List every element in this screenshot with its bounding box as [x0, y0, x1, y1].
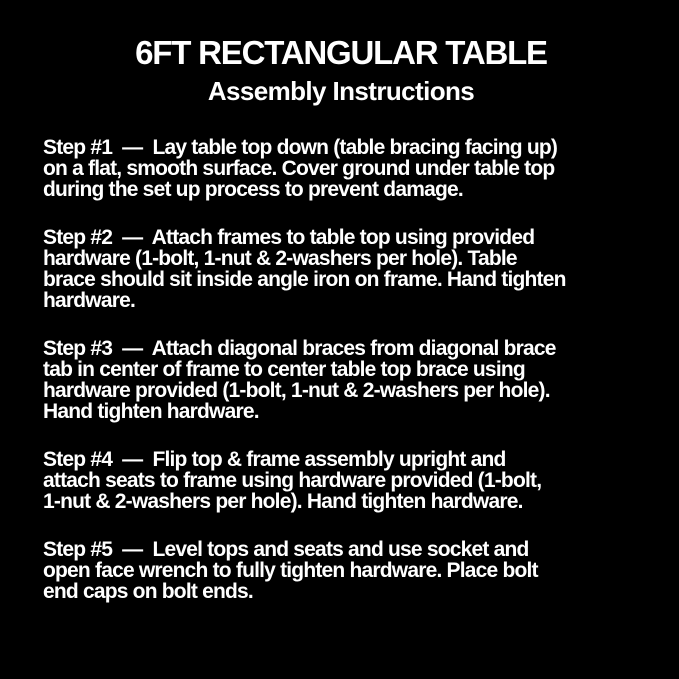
steps-list — [43, 137, 639, 602]
step-3-line-4: Hand tighten hardware. — [43, 400, 259, 423]
step-1 — [43, 137, 639, 200]
step-5-line-2: open face wrench to fully tighten hardware. Place bolt — [43, 559, 538, 582]
step-2-line-4: hardware. — [43, 289, 136, 312]
step-1-line-2: on a flat, smooth surface. Cover ground under table top — [43, 157, 555, 180]
step-4-line-3: 1-nut & 2-washers per hole). Hand tighten hardware. — [43, 490, 523, 513]
step-2-line-3: brace should sit inside angle iron on frame. Hand tighten — [43, 268, 566, 291]
step-3-line-1: Step #3 — Attach diagonal braces from diagonal brace — [43, 337, 556, 360]
step-5-line-1: Step #5 — Level tops and seats and use socket and — [43, 538, 529, 561]
step-2 — [43, 227, 639, 311]
step-4-line-1: Step #4 — Flip top & frame assembly upright and — [43, 448, 506, 471]
page-subtitle: Assembly Instructions — [207, 76, 475, 106]
step-5-line-3: end caps on bolt ends. — [43, 580, 253, 603]
step-2-line-1: Step #2 — Attach frames to table top using provided — [43, 226, 535, 249]
step-3-line-2: tab in center of frame to center table top brace using — [43, 358, 525, 381]
step-2-line-2: hardware (1-bolt, 1-nut & 2-washers per hole). Table — [43, 247, 517, 270]
step-3 — [43, 338, 639, 422]
step-1-line-3: during the set up process to prevent damage. — [43, 178, 463, 201]
step-4-line-2: attach seats to frame using hardware provided (1-bolt, — [43, 469, 542, 492]
step-3-line-3: hardware provided (1-bolt, 1-nut & 2-washers per hole). — [43, 379, 550, 402]
page-title: 6FT RECTANGULAR TABLE — [135, 34, 547, 71]
step-1-line-1: Step #1 — Lay table top down (table bracing facing up) — [43, 136, 558, 159]
step-4 — [43, 449, 639, 512]
step-5 — [43, 539, 639, 602]
